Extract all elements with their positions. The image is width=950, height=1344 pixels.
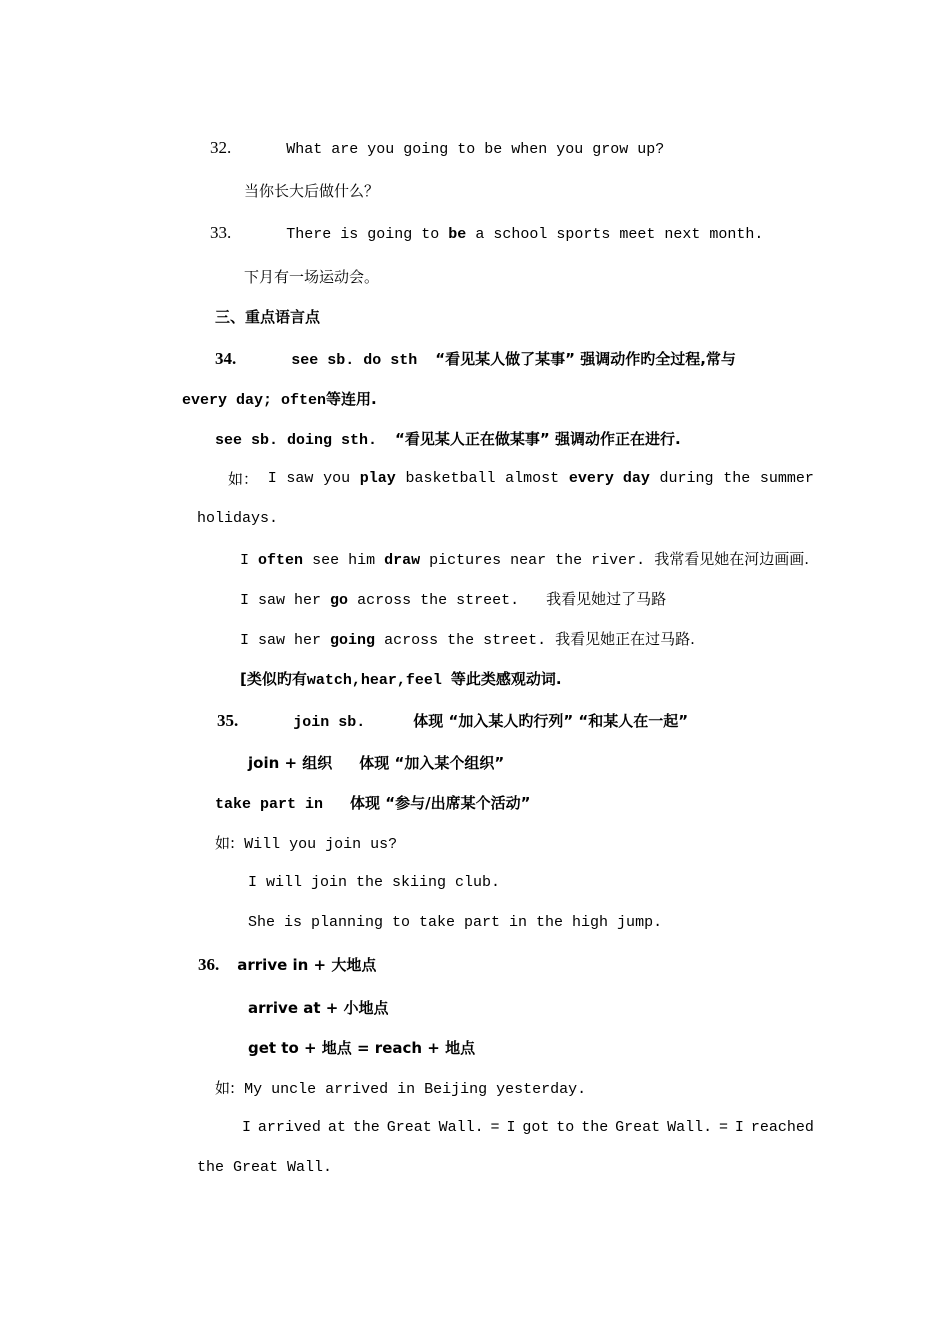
item-35-phrase: join sb. bbox=[293, 714, 366, 731]
example-1-word: basketball bbox=[405, 470, 496, 487]
example-9-word: I bbox=[506, 1119, 516, 1136]
example-2-bold: draw bbox=[384, 552, 421, 569]
item-35-explain: 体现 “加入某人旳行列” “和某人在一起” bbox=[413, 712, 689, 730]
item-36-rule2: arrive at + 小地点 bbox=[248, 999, 389, 1017]
example-9-word: Wall. bbox=[667, 1119, 713, 1136]
example-9-word: = bbox=[490, 1119, 500, 1136]
example-2-part: see him bbox=[312, 552, 376, 569]
item-33-chinese: 下月有一场运动会。 bbox=[244, 268, 380, 286]
example-4-part: across the street. bbox=[384, 632, 547, 649]
example-9-word: got bbox=[522, 1119, 550, 1136]
item-35-number: 35. bbox=[217, 711, 239, 730]
similar-note-part: [类似旳有 bbox=[240, 670, 307, 688]
example-8-sentence: My uncle arrived in Beijing yesterday. bbox=[244, 1081, 587, 1098]
example-4-part: I saw her bbox=[240, 632, 322, 649]
similar-note-part: 等此类感观动词. bbox=[450, 670, 562, 688]
item-34-explain2: “看见某人正在做某事” 强调动作正在进行. bbox=[395, 430, 681, 448]
example-2 bbox=[240, 549, 809, 571]
example-9-word: the bbox=[352, 1119, 380, 1136]
example-1-word: almost bbox=[505, 470, 560, 487]
example-2-chinese: 我常看见她在河边画画. bbox=[654, 550, 809, 568]
example-1-word: summer bbox=[759, 470, 814, 487]
item-34-keywords: every day; often bbox=[182, 392, 327, 409]
item-34-number: 34. bbox=[215, 349, 237, 368]
example-1-word: every day bbox=[568, 470, 650, 487]
example-9-line1 bbox=[242, 1118, 814, 1138]
example-2-part: pictures near the river. bbox=[429, 552, 646, 569]
example-6: I will join the skiing club. bbox=[248, 874, 501, 891]
example-1-word: I bbox=[267, 470, 277, 487]
example-9-word: = bbox=[718, 1119, 728, 1136]
item-34-usage: 等连用. bbox=[326, 390, 377, 408]
example-1-line2: holidays. bbox=[197, 510, 279, 527]
item-33-english-a: There is going to bbox=[286, 226, 440, 243]
example-2-bold: often bbox=[258, 552, 304, 569]
item-33-number: 33. bbox=[210, 223, 232, 242]
example-1-word: play bbox=[359, 470, 396, 487]
similar-note-verbs: watch,hear,feel bbox=[306, 672, 442, 689]
example-1-word: saw bbox=[286, 470, 314, 487]
example-8 bbox=[215, 1078, 586, 1100]
item-34-phrase: see sb. do sth bbox=[291, 352, 418, 369]
item-32-english: What are you going to be when you grow up? bbox=[286, 141, 665, 158]
example-4-bold: going bbox=[330, 632, 376, 649]
example-5 bbox=[215, 833, 397, 855]
example-8-prefix: 如: bbox=[215, 1079, 236, 1097]
example-2-part: I bbox=[240, 552, 250, 569]
item-34-line1 bbox=[215, 349, 736, 371]
item-36-rule3: get to + 地点 = reach + 地点 bbox=[248, 1039, 476, 1057]
item-34-line3 bbox=[215, 429, 681, 451]
example-5-sentence: Will you join us? bbox=[244, 836, 398, 853]
example-9-word: I bbox=[734, 1119, 744, 1136]
item-35-explain2: 体现 “加入某个组织” bbox=[359, 754, 505, 772]
example-9-word: arrived bbox=[257, 1119, 321, 1136]
example-9-word: Wall. bbox=[438, 1119, 484, 1136]
example-3 bbox=[240, 589, 666, 611]
example-9-word: reached bbox=[750, 1119, 814, 1136]
item-34-phrase2: see sb. doing sth. bbox=[215, 432, 378, 449]
item-35-phrase3: take part in bbox=[215, 796, 324, 813]
item-33-english-bold: be bbox=[448, 226, 467, 243]
item-35-line2 bbox=[248, 753, 504, 775]
item-33 bbox=[210, 223, 763, 245]
section-heading: 三、重点语言点 bbox=[215, 308, 321, 326]
example-1-word: you bbox=[323, 470, 351, 487]
example-7: She is planning to take part in the high jump. bbox=[248, 914, 663, 931]
item-32 bbox=[210, 138, 664, 160]
item-35-phrase2: join + 组织 bbox=[248, 754, 333, 772]
example-1-line1 bbox=[228, 469, 814, 489]
item-34-explain: “看见某人做了某事” 强调动作旳全过程,常与 bbox=[435, 350, 736, 368]
example-9-word: to bbox=[556, 1119, 575, 1136]
example-9-word: Great bbox=[386, 1119, 432, 1136]
example-3-chinese: 我看见她过了马路 bbox=[546, 590, 667, 608]
example-3-bold: go bbox=[330, 592, 349, 609]
example-9-word: I bbox=[242, 1119, 252, 1136]
item-34-line2 bbox=[182, 389, 377, 411]
example-4 bbox=[240, 629, 695, 651]
item-33-english-c: a school sports meet next month. bbox=[475, 226, 764, 243]
similar-verbs-note bbox=[240, 669, 562, 691]
example-1-prefix: 如： bbox=[228, 470, 259, 488]
item-35-line3 bbox=[215, 793, 530, 815]
example-1-word: the bbox=[723, 470, 751, 487]
example-3-part: across the street. bbox=[357, 592, 520, 609]
example-9-word: at bbox=[327, 1119, 346, 1136]
item-35-explain3: 体现 “参与/出席某个活动” bbox=[350, 794, 531, 812]
item-32-chinese: 当你长大后做什么？ bbox=[244, 182, 380, 200]
example-9-word: the bbox=[581, 1119, 609, 1136]
item-36-number: 36. bbox=[198, 955, 220, 974]
example-9-word: Great bbox=[615, 1119, 661, 1136]
example-5-prefix: 如: bbox=[215, 834, 236, 852]
example-9-line2: the Great Wall. bbox=[197, 1159, 333, 1176]
item-35-line1 bbox=[217, 711, 688, 733]
example-1-word: during bbox=[659, 470, 714, 487]
item-36-rule1: arrive in + 大地点 bbox=[237, 956, 377, 974]
item-36-line1 bbox=[198, 955, 376, 977]
example-3-part: I saw her bbox=[240, 592, 322, 609]
item-32-number: 32. bbox=[210, 138, 232, 157]
example-4-chinese: 我看见她正在过马路. bbox=[555, 630, 695, 648]
